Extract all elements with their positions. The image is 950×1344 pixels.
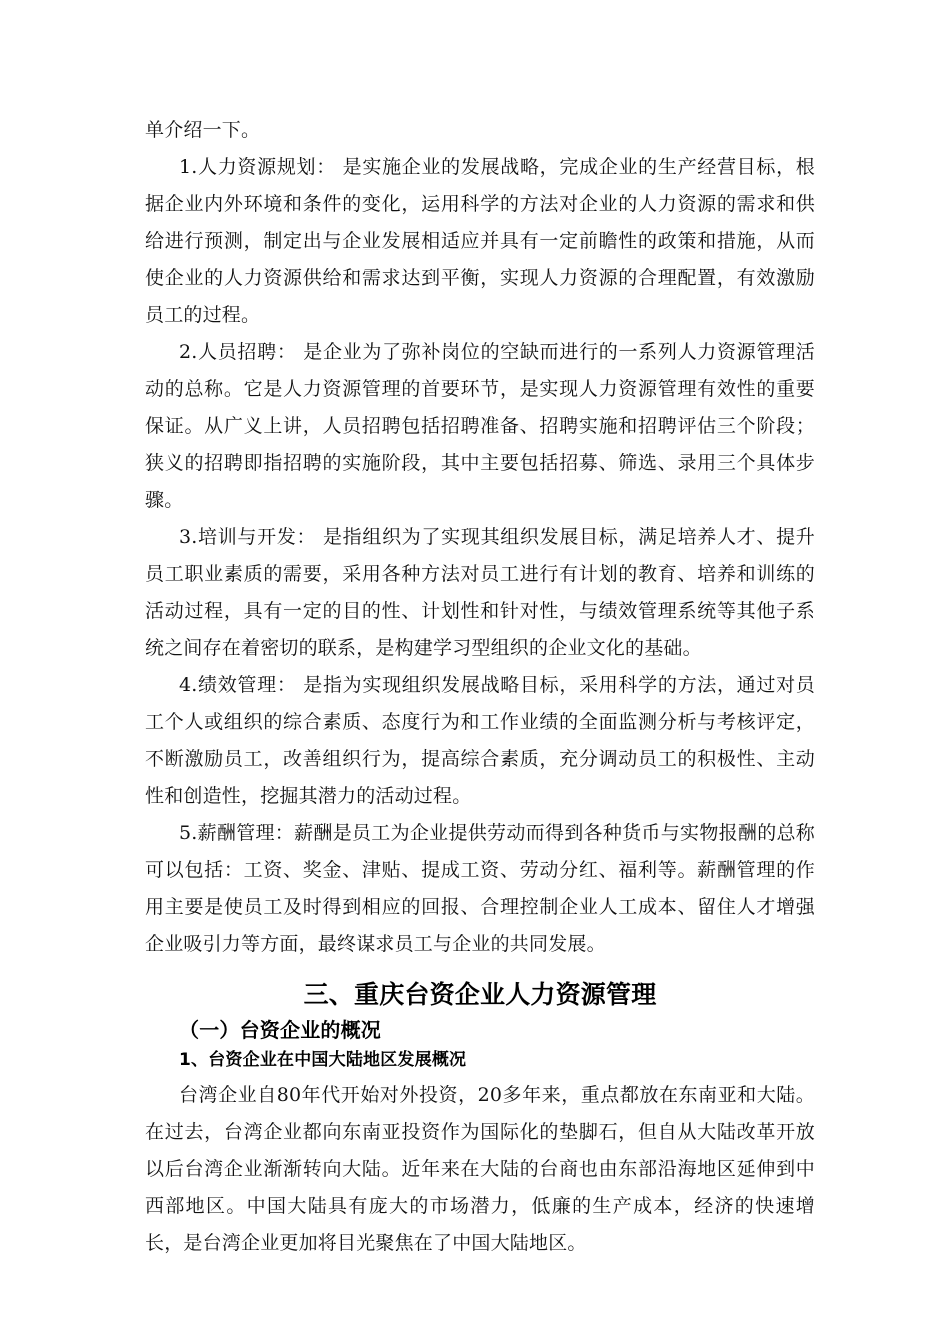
document-page — [145, 112, 815, 1262]
paragraph-recruitment: 2.人员招聘： 是企业为了弥补岗位的空缺而进行的一系列人力资源管理活动的总称。它是人力资源管理的首要环节，是实现人力资源管理有效性的重要保证。从广义上讲，人员招聘包括招聘准备、招聘实施和招聘评估三个阶段；狭义的招聘即指招聘的实施阶段，其中主要包括招募、筛选、录用三个具体步骤。 — [145, 341, 815, 511]
paragraph-taiwan-investment: 台湾企业自80年代开始对外投资，20多年来，重点都放在东南亚和大陆。在过去，台湾企业都向东南亚投资作为国际化的垫脚石，但自从大陆改革开放以后台湾企业渐渐转向大陆。近年来在大陆的台商也由东部沿海地区延伸到中西部地区。中国大陆具有庞大的市场潜力，低廉的生产成本，经济的快速增长，是台湾企业更加将目光聚焦在了中国大陆地区。 — [145, 1084, 815, 1254]
subsubsection-heading: 1、台资企业在中国大陆地区发展概况 — [179, 1050, 467, 1070]
paragraph-performance: 4.绩效管理： 是指为实现组织发展战略目标，采用科学的方法，通过对员工个人或组织的综合素质、态度行为和工作业绩的全面监测分析与考核评定，不断激励员工，改善组织行为，提高综合素质，充分调动员工的积极性、主动性和创造性，挖掘其潜力的活动过程。 — [145, 674, 815, 807]
paragraph-hr-planning: 1.人力资源规划： 是实施企业的发展战略，完成企业的生产经营目标，根据企业内外环境和条件的变化，运用科学的方法对企业的人力资源的需求和供给进行预测，制定出与企业发展相适应并具有一定前瞻性的政策和措施，从而使企业的人力资源供给和需求达到平衡，实现人力资源的合理配置，有效激励员工的过程。 — [145, 156, 815, 326]
paragraph-compensation: 5.薪酬管理：薪酬是员工为企业提供劳动而得到各种货币与实物报酬的总称可以包括：工资、奖金、津贴、提成工资、劳动分红、福利等。薪酬管理的作用主要是使员工及时得到相应的回报、合理控制企业人工成本、留住人才增强企业吸引力等方面，最终谋求员工与企业的共同发展。 — [145, 822, 815, 955]
paragraph-training: 3.培训与开发： 是指组织为了实现其组织发展目标，满足培养人才、提升员工职业素质的需要，采用各种方法对员工进行有计划的教育、培养和训练的活动过程，具有一定的目的性、计划性和针对性，与绩效管理系统等其他子系统之间存在着密切的联系，是构建学习型组织的企业文化的基础。 — [145, 526, 815, 659]
paragraph-intro-tail: 单介绍一下。 — [145, 119, 261, 141]
section-heading: 三、重庆台资企业人力资源管理 — [303, 980, 657, 1009]
subsection-heading: （一）台资企业的概况 — [179, 1018, 381, 1042]
